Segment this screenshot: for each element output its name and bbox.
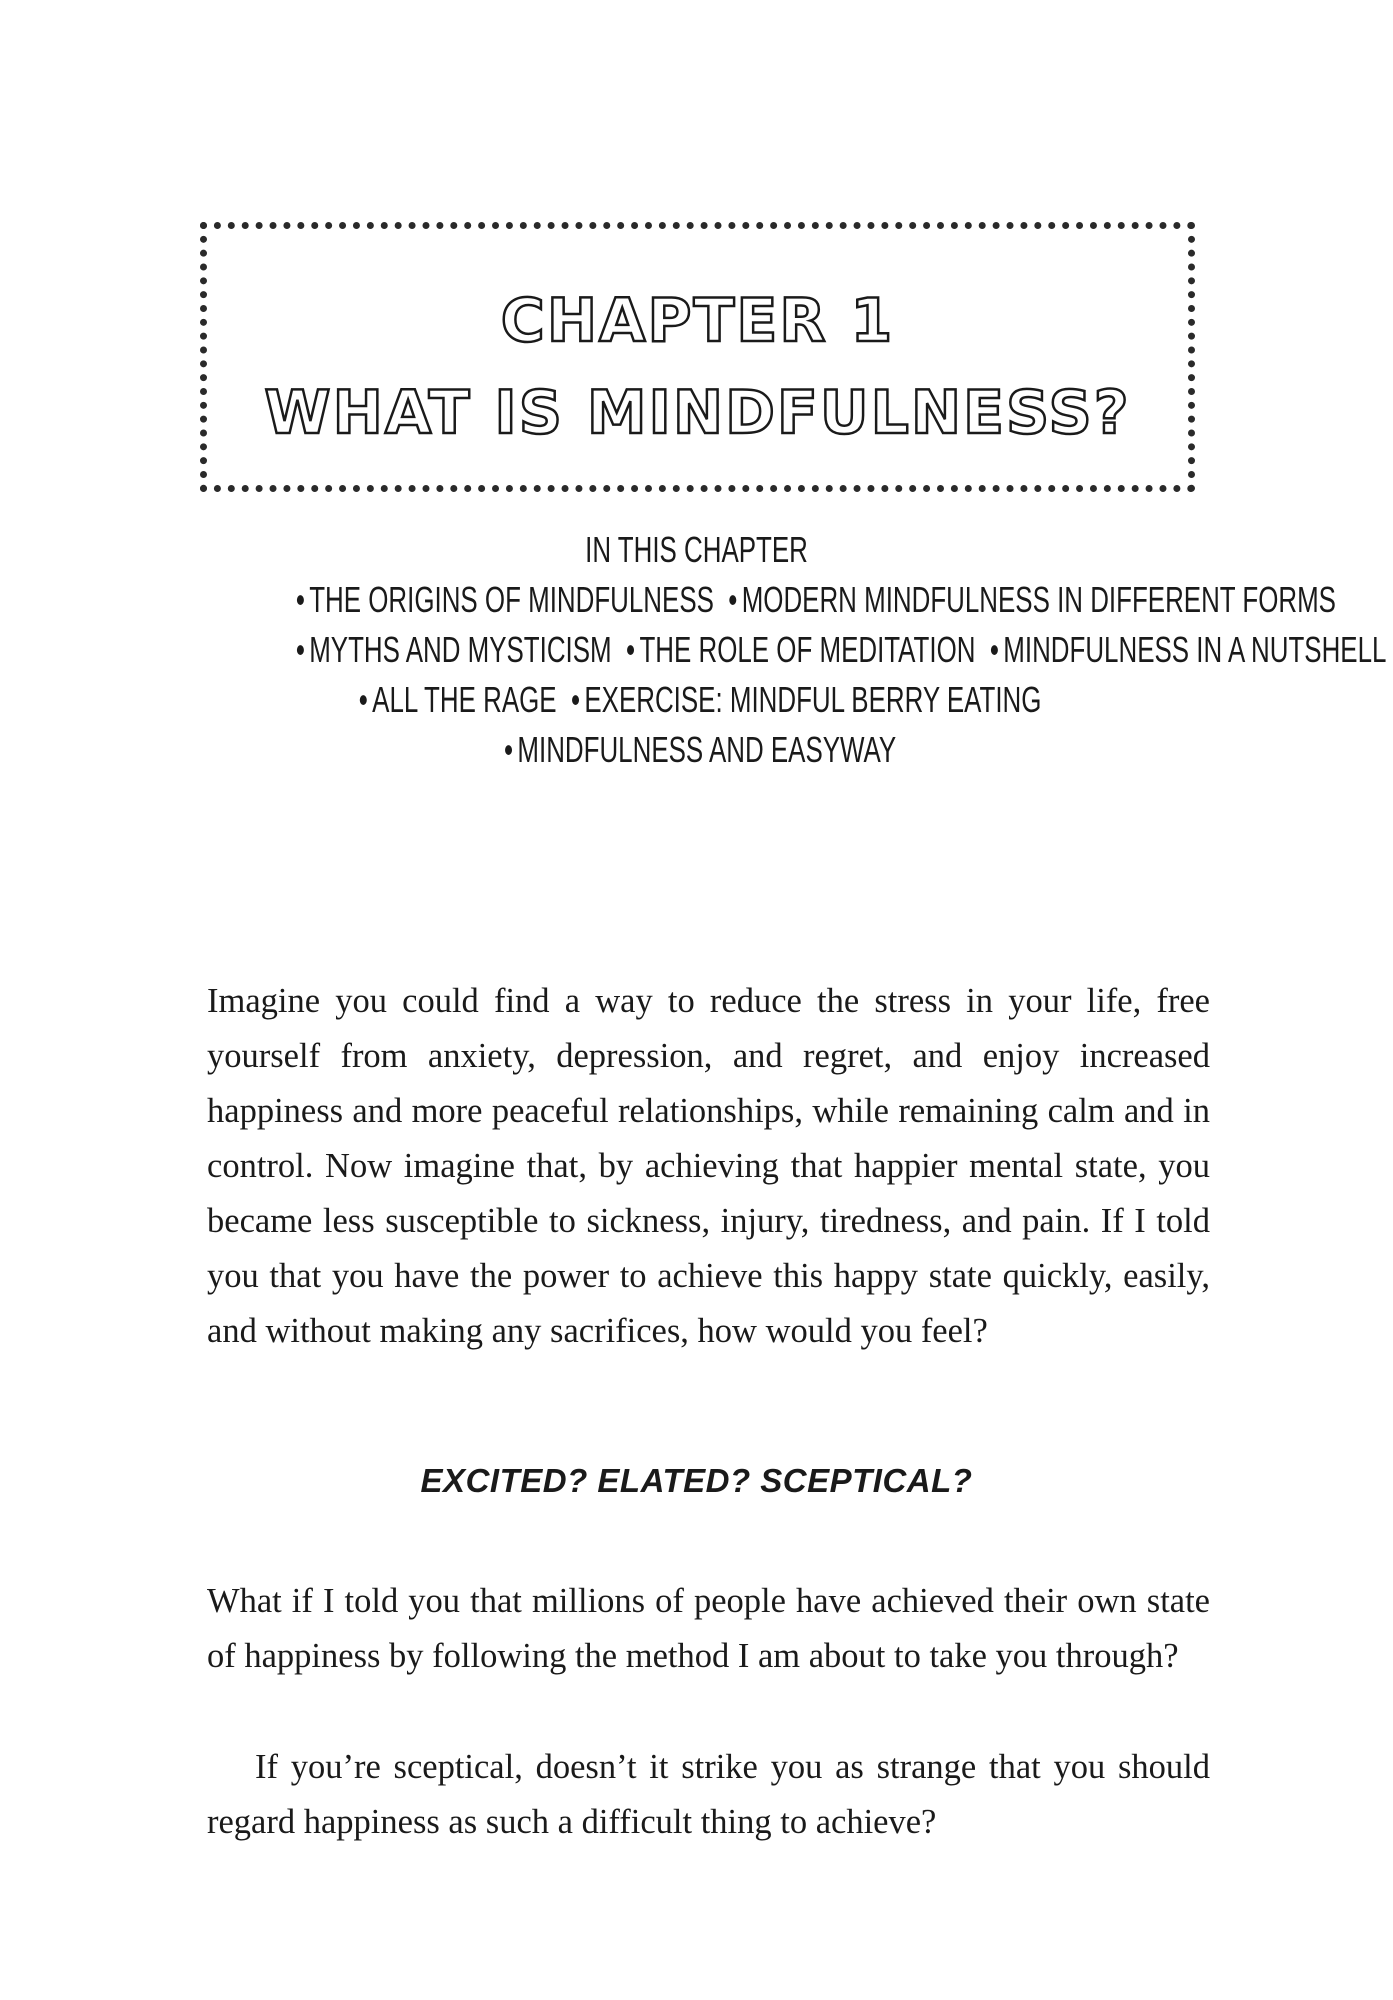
contents-item: MINDFULNESS AND EASYWAY xyxy=(517,729,897,770)
contents-item: MINDFULNESS IN A NUTSHELL xyxy=(1003,629,1387,670)
contents-item: EXERCISE: MINDFUL BERRY EATING xyxy=(584,679,1042,720)
contents-item: MODERN MINDFULNESS IN DIFFERENT FORMS xyxy=(741,579,1336,620)
bullet-icon: • xyxy=(989,629,999,670)
bullet-icon: • xyxy=(358,679,368,720)
bullet-icon: • xyxy=(295,629,305,670)
contents-line xyxy=(289,575,1336,625)
bullet-icon: • xyxy=(570,679,581,720)
bullet-icon: • xyxy=(728,579,738,620)
bullet-icon: • xyxy=(504,729,514,770)
chapter-number: CHAPTER 1 xyxy=(500,286,895,356)
chapter-title-frame xyxy=(200,222,1195,492)
bullet-icon: • xyxy=(295,579,305,620)
contents-item: THE ROLE OF MEDITATION xyxy=(639,629,976,670)
contents-item: MYTHS AND MYSTICISM xyxy=(309,629,612,670)
contents-line xyxy=(289,725,1105,775)
body-paragraph-2: What if I told you that millions of people have achieved their own state of happiness by following the method I am about to take you through? xyxy=(207,1582,1210,1675)
bullet-icon: • xyxy=(626,629,636,670)
contents-heading: IN THIS CHAPTER xyxy=(585,529,808,570)
emphasis-heading: EXCITED? ELATED? SCEPTICAL? xyxy=(420,1462,973,1499)
contents-line xyxy=(289,625,1387,675)
contents-line xyxy=(289,675,1105,725)
body-paragraph-1: Imagine you could find a way to reduce the stress in your life, free yourself from anxiety, depression, and regret, and enjoy increased happiness and more peaceful relationships, while remaining calm and in control. Now imagine that, by achieving that happier mental state, you became less susceptible to sickness, injury, tiredness, and pain. If I told you that you have the power to achieve this happy state quickly, easily, and without making any sacrifices, how would you feel? xyxy=(207,982,1210,1350)
contents-item: ALL THE RAGE xyxy=(372,679,557,720)
contents-item: THE ORIGINS OF MINDFULNESS xyxy=(309,579,714,620)
chapter-contents xyxy=(289,525,1387,775)
chapter-title: WHAT IS MINDFULNESS? xyxy=(264,378,1131,448)
body-paragraph-3: If you’re sceptical, doesn’t it strike you as strange that you should regard happiness as such a difficult thing to achieve? xyxy=(207,1748,1210,1841)
